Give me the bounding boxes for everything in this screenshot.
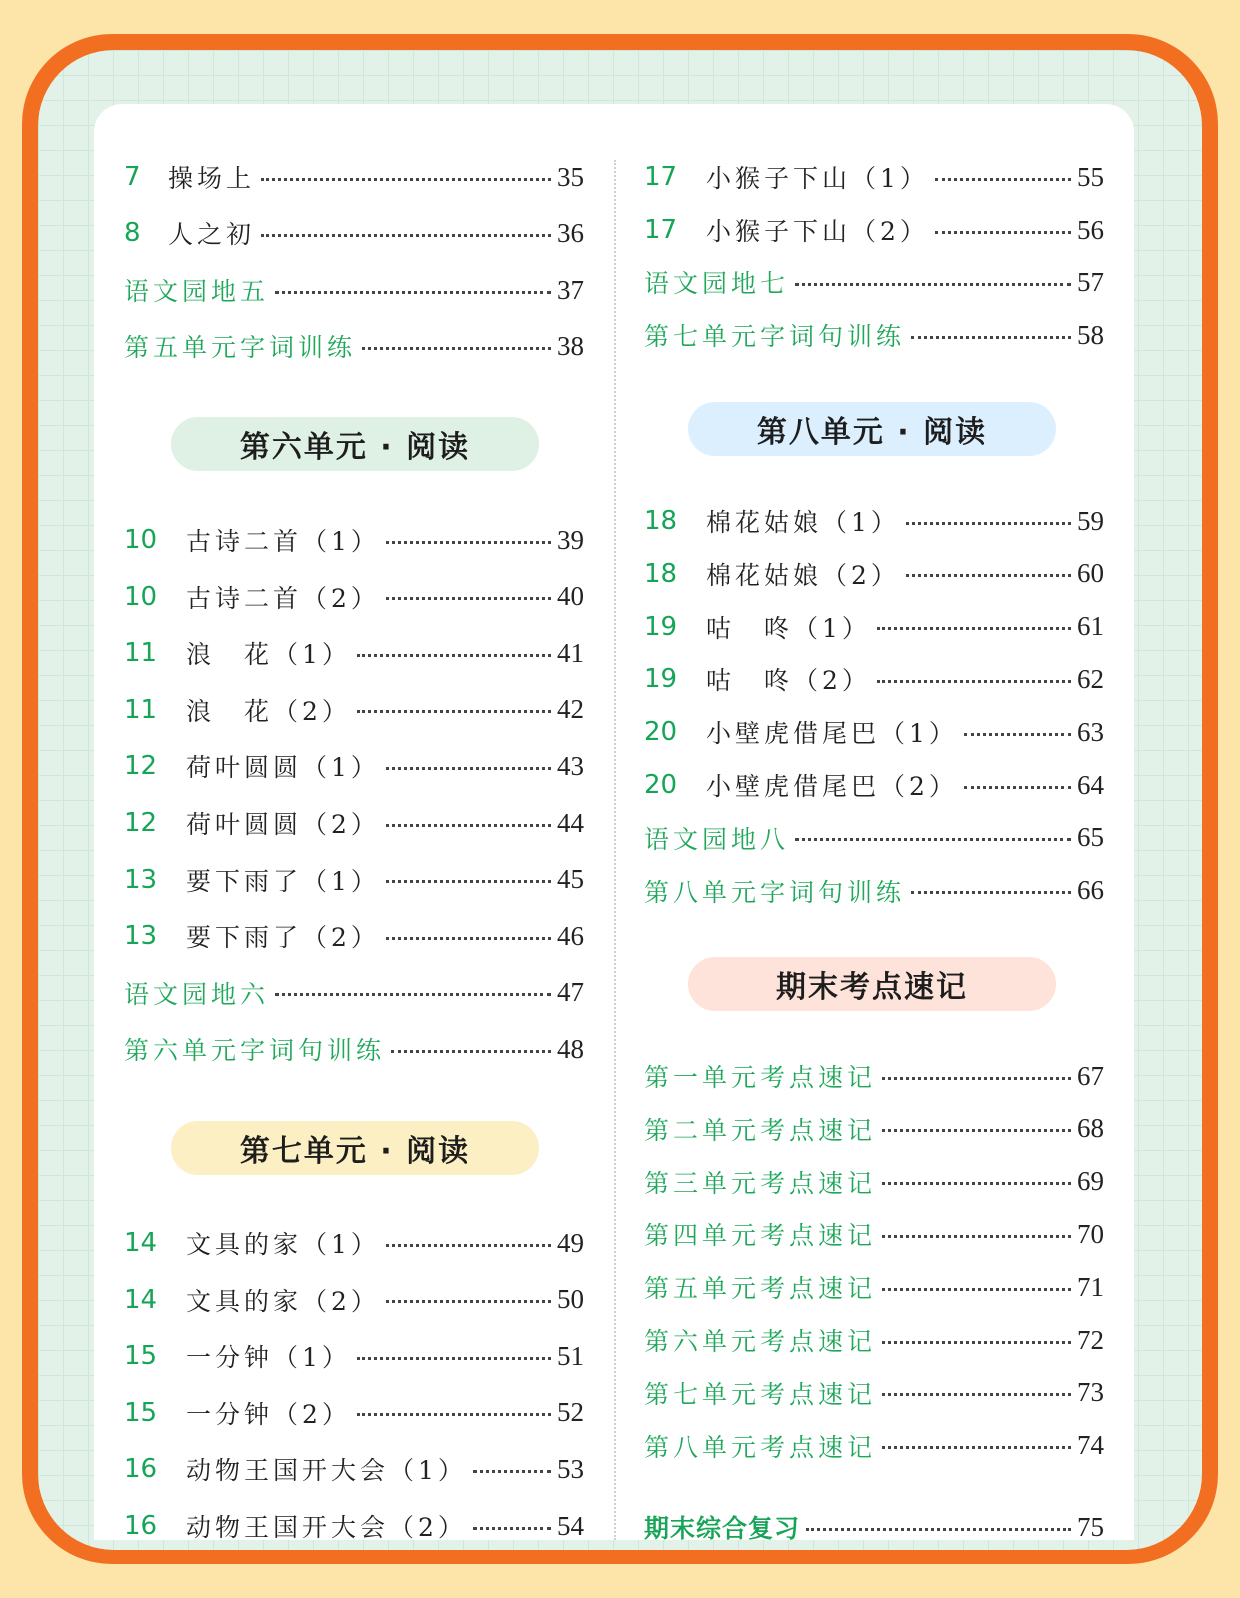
- toc-entry[interactable]: [644, 871, 1104, 911]
- dot-leader: [386, 597, 551, 600]
- toc-entry[interactable]: [644, 712, 1104, 752]
- lesson-number: 18: [644, 506, 678, 536]
- lesson-number: 12: [124, 751, 158, 782]
- lesson-number: 13: [124, 921, 158, 952]
- dot-leader: [357, 710, 551, 713]
- page-number: 66: [1077, 875, 1104, 906]
- page-number: 61: [1077, 611, 1104, 642]
- section-heading: 第六单元 · 阅读: [171, 417, 539, 471]
- dot-leader: [386, 1244, 551, 1247]
- dot-leader: [935, 178, 1071, 181]
- lesson-number: 11: [124, 638, 158, 669]
- entry-title: 咕 咚（2）: [706, 666, 871, 696]
- lesson-number: 10: [124, 581, 158, 612]
- toc-entry[interactable]: [644, 210, 1104, 250]
- toc-entry[interactable]: [124, 803, 584, 843]
- page-number: 73: [1077, 1377, 1104, 1408]
- toc-entry[interactable]: [124, 326, 584, 366]
- toc-entry[interactable]: [644, 1373, 1104, 1413]
- page-number: 68: [1077, 1113, 1104, 1144]
- entry-title: 一分钟（2）: [186, 1399, 351, 1429]
- lesson-number: 19: [644, 664, 678, 695]
- toc-entry[interactable]: [124, 1449, 584, 1489]
- page-number: 50: [557, 1284, 584, 1315]
- entry-title: 第八单元字词句训练: [644, 877, 906, 907]
- entry-title: 荷叶圆圆（1）: [186, 753, 380, 783]
- entry-title: 咕 咚（1）: [706, 613, 871, 643]
- dot-leader: [386, 767, 551, 770]
- dot-leader: [386, 541, 551, 544]
- toc-entry[interactable]: [124, 270, 584, 310]
- dot-leader: [911, 891, 1071, 894]
- toc-entry[interactable]: [124, 1029, 584, 1069]
- lesson-number: 17: [644, 215, 678, 245]
- page-number: 36: [557, 217, 584, 248]
- dot-leader: [911, 336, 1071, 339]
- entry-title: 人之初: [168, 220, 256, 249]
- toc-entry[interactable]: [124, 520, 584, 560]
- lesson-number: 15: [124, 1341, 158, 1372]
- page-number: 54: [557, 1510, 584, 1541]
- entry-title: 第六单元字词句训练: [124, 1036, 386, 1066]
- dot-leader: [964, 733, 1071, 736]
- lesson-number: 7: [124, 162, 141, 192]
- dot-leader: [882, 1341, 1071, 1344]
- dot-leader: [935, 231, 1071, 234]
- toc-entry[interactable]: [124, 973, 584, 1013]
- page-number: 74: [1077, 1430, 1104, 1461]
- dot-leader: [882, 1288, 1071, 1291]
- entry-title: 动物王国开大会（2）: [186, 1513, 467, 1542]
- toc-entry[interactable]: [124, 860, 584, 900]
- entry-title: 动物王国开大会（1）: [186, 1456, 467, 1486]
- dot-leader: [806, 1528, 1071, 1531]
- toc-entry[interactable]: [644, 501, 1104, 541]
- entry-title: 棉花姑娘（1）: [706, 508, 900, 537]
- dot-leader: [906, 522, 1071, 525]
- dot-leader: [362, 347, 551, 350]
- dot-leader: [877, 627, 1071, 630]
- entry-title: 语文园地五: [124, 277, 270, 306]
- toc-entry[interactable]: [124, 1336, 584, 1376]
- toc-entry[interactable]: [644, 1056, 1104, 1096]
- page-number: 45: [557, 864, 584, 895]
- page-number: 41: [557, 637, 584, 668]
- page-number: 51: [557, 1340, 584, 1371]
- dot-leader: [882, 1393, 1071, 1396]
- toc-entry[interactable]: [644, 1320, 1104, 1360]
- entry-title: 棉花姑娘（2）: [706, 560, 900, 590]
- lesson-number: 13: [124, 864, 158, 895]
- page-number: 40: [557, 581, 584, 612]
- entry-title: 第五单元字词训练: [124, 333, 357, 362]
- page-number: 59: [1077, 505, 1104, 536]
- lesson-number: 14: [124, 1228, 158, 1258]
- dot-leader: [795, 838, 1071, 841]
- toc-entry[interactable]: [644, 1162, 1104, 1202]
- page-number: 48: [557, 1033, 584, 1064]
- section-heading: 第八单元 · 阅读: [688, 402, 1056, 456]
- dot-leader: [882, 1077, 1071, 1080]
- entry-title: 操场上: [168, 164, 256, 193]
- lesson-number: 20: [644, 770, 678, 800]
- page-number: 35: [557, 161, 584, 192]
- page-number: 37: [557, 274, 584, 305]
- section-heading: 期末考点速记: [688, 957, 1056, 1011]
- dot-leader: [357, 1413, 551, 1416]
- lesson-number: 14: [124, 1284, 158, 1315]
- entry-title: 荷叶圆圆（2）: [186, 810, 380, 839]
- page-number: 64: [1077, 769, 1104, 800]
- lesson-number: 10: [124, 525, 158, 555]
- dot-leader: [357, 1357, 551, 1360]
- page-number: 44: [557, 807, 584, 838]
- entry-title: 小猴子下山（1）: [706, 164, 929, 193]
- page-number: 75: [1077, 1511, 1104, 1542]
- dot-leader: [882, 1446, 1071, 1449]
- entry-title: 第八单元考点速记: [644, 1432, 877, 1462]
- toc-entry[interactable]: [644, 1214, 1104, 1254]
- page-number: 72: [1077, 1324, 1104, 1355]
- toc-entry[interactable]: [644, 1426, 1104, 1466]
- lesson-number: 17: [644, 162, 678, 192]
- dot-leader: [386, 824, 551, 827]
- toc-entry[interactable]: [644, 262, 1104, 302]
- entry-title: 语文园地六: [124, 979, 270, 1009]
- toc-entry[interactable]: [124, 213, 584, 253]
- entry-title: 第五单元考点速记: [644, 1274, 877, 1304]
- page-number: 63: [1077, 716, 1104, 747]
- entry-title: 语文园地七: [644, 269, 790, 298]
- toc-entry[interactable]: [644, 659, 1104, 699]
- dot-leader: [261, 234, 551, 237]
- entry-title: 第四单元考点速记: [644, 1221, 877, 1251]
- page-number: 43: [557, 750, 584, 781]
- lesson-number: 19: [644, 611, 678, 642]
- entry-title: 文具的家（1）: [186, 1230, 380, 1259]
- entry-title: 第一单元考点速记: [644, 1063, 877, 1092]
- page-number: 53: [557, 1453, 584, 1484]
- entry-title: 小壁虎借尾巴（2）: [706, 772, 958, 801]
- page-number: 62: [1077, 663, 1104, 694]
- toc-entry[interactable]: [644, 607, 1104, 647]
- lesson-number: 18: [644, 558, 678, 589]
- entry-title: 浪 花（2）: [186, 696, 351, 726]
- dot-leader: [906, 574, 1071, 577]
- lesson-number: 16: [124, 1454, 158, 1485]
- dot-leader: [386, 1300, 551, 1303]
- dot-leader: [882, 1235, 1071, 1238]
- dot-leader: [386, 937, 551, 940]
- entry-title: 小猴子下山（2）: [706, 217, 929, 246]
- dot-leader: [882, 1182, 1071, 1185]
- entry-title: 小壁虎借尾巴（1）: [706, 719, 958, 749]
- toc-entry[interactable]: [124, 157, 584, 197]
- column-divider: [614, 160, 616, 1540]
- entry-title: 古诗二首（2）: [186, 583, 380, 613]
- toc-entry[interactable]: [124, 577, 584, 617]
- dot-leader: [473, 1470, 551, 1473]
- toc-entry[interactable]: [644, 157, 1104, 197]
- entry-title: 第七单元考点速记: [644, 1379, 877, 1409]
- dot-leader: [877, 680, 1071, 683]
- entry-title: 第六单元考点速记: [644, 1327, 877, 1356]
- toc-entry[interactable]: [644, 554, 1104, 594]
- toc-entry[interactable]: [644, 765, 1104, 805]
- entry-title: 文具的家（2）: [186, 1286, 380, 1316]
- page-number: 38: [557, 330, 584, 361]
- page-number: 49: [557, 1227, 584, 1258]
- page-number: 57: [1077, 266, 1104, 297]
- lesson-number: 16: [124, 1511, 158, 1541]
- toc-entry[interactable]: [124, 1393, 584, 1433]
- entry-title: 古诗二首（1）: [186, 527, 380, 556]
- page-number: 67: [1077, 1060, 1104, 1091]
- toc-entry[interactable]: [124, 916, 584, 956]
- toc-entry[interactable]: [644, 1507, 1104, 1547]
- page-number: 56: [1077, 214, 1104, 245]
- page-number: 46: [557, 920, 584, 951]
- dot-leader: [882, 1129, 1071, 1132]
- dot-leader: [357, 654, 551, 657]
- dot-leader: [391, 1050, 551, 1053]
- page-number: 42: [557, 694, 584, 725]
- page-number: 55: [1077, 161, 1104, 192]
- lesson-number: 11: [124, 694, 158, 725]
- dot-leader: [386, 880, 551, 883]
- toc-entry[interactable]: [124, 1223, 584, 1263]
- entry-title: 要下雨了（1）: [186, 866, 380, 896]
- dot-leader: [795, 283, 1071, 286]
- dot-leader: [275, 291, 551, 294]
- toc-entry[interactable]: [124, 1506, 584, 1546]
- entry-title: 浪 花（1）: [186, 640, 351, 670]
- dot-leader: [964, 786, 1071, 789]
- toc-entry[interactable]: [124, 633, 584, 673]
- entry-title: 语文园地八: [644, 824, 790, 854]
- toc-entry[interactable]: [644, 1109, 1104, 1149]
- toc-entry[interactable]: [124, 690, 584, 730]
- toc-entry[interactable]: [644, 315, 1104, 355]
- dot-leader: [261, 178, 551, 181]
- entry-title: 一分钟（1）: [186, 1343, 351, 1373]
- page-number: 52: [557, 1397, 584, 1428]
- page-number: 65: [1077, 822, 1104, 853]
- page-number: 58: [1077, 319, 1104, 350]
- toc-entry[interactable]: [644, 1267, 1104, 1307]
- toc-entry[interactable]: [124, 1280, 584, 1320]
- page-number: 39: [557, 524, 584, 555]
- toc-entry[interactable]: [644, 818, 1104, 858]
- page-number: 69: [1077, 1166, 1104, 1197]
- section-heading: 第七单元 · 阅读: [171, 1121, 539, 1175]
- entry-title: 第二单元考点速记: [644, 1115, 877, 1145]
- entry-title: 要下雨了（2）: [186, 923, 380, 953]
- entry-title: 第七单元字词句训练: [644, 322, 906, 351]
- lesson-number: 15: [124, 1397, 158, 1428]
- page-number: 60: [1077, 558, 1104, 589]
- lesson-number: 20: [644, 717, 678, 748]
- page-number: 71: [1077, 1271, 1104, 1302]
- lesson-number: 8: [124, 218, 141, 248]
- page-number: 70: [1077, 1218, 1104, 1249]
- lesson-number: 12: [124, 808, 158, 838]
- page-number: 47: [557, 977, 584, 1008]
- toc-entry[interactable]: [124, 746, 584, 786]
- entry-title: 第三单元考点速记: [644, 1168, 877, 1198]
- dot-leader: [473, 1527, 551, 1530]
- dot-leader: [275, 993, 551, 996]
- entry-title: 期末综合复习: [644, 1514, 801, 1543]
